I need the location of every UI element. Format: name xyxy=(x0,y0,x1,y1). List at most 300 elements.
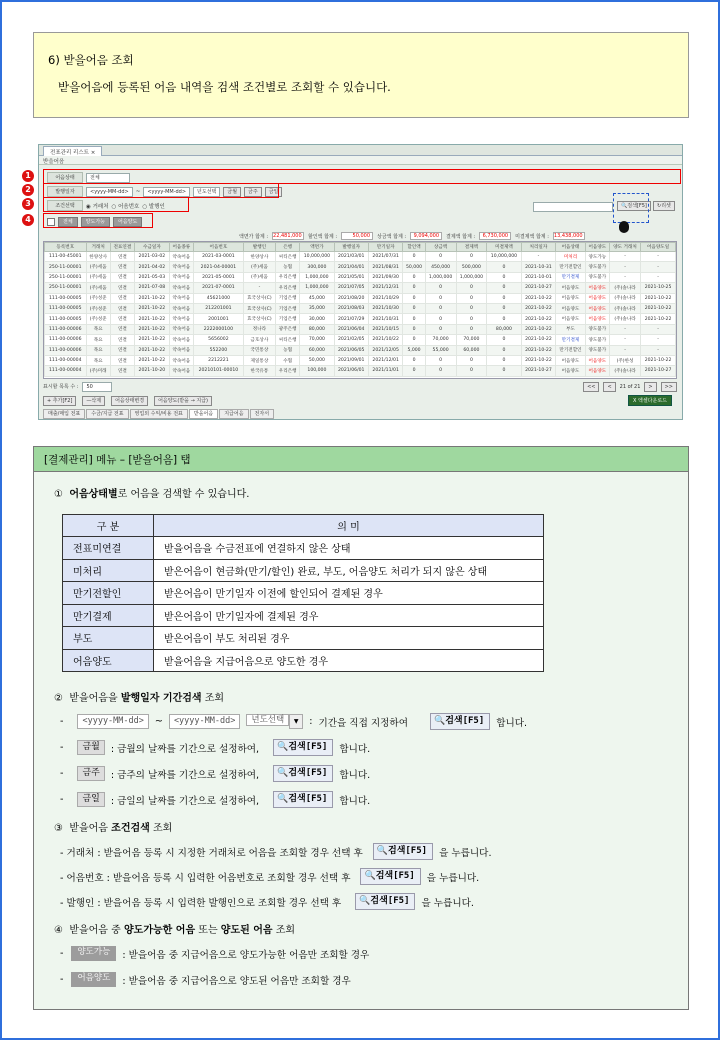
grid-cell: 2021/10/29 xyxy=(368,293,402,303)
grid-cell: (주)솔나라 xyxy=(609,303,640,313)
search-highlight xyxy=(613,193,649,223)
next-page-button[interactable]: > xyxy=(644,382,656,392)
grid-cell: 연결 xyxy=(110,366,134,376)
search-icon: 🔍 xyxy=(621,203,628,209)
transferred-row xyxy=(60,972,351,987)
condition-input[interactable] xyxy=(533,202,613,212)
grid-cell: 2021/05/01 xyxy=(334,272,368,282)
sum-row xyxy=(239,232,585,240)
reset-button[interactable] xyxy=(653,201,675,211)
grid-cell: 5,000 xyxy=(403,345,425,355)
grid-cell: 5656002 xyxy=(193,335,243,345)
grid-column-header[interactable]: 양도 거래처 xyxy=(609,243,640,252)
grid-column-header[interactable]: 미결제액 xyxy=(487,243,521,252)
grid-cell: 2021-10-27 xyxy=(641,366,676,376)
period-direct-row xyxy=(60,713,527,730)
last-page-button[interactable]: >> xyxy=(661,382,677,392)
grid-cell: 양도불가 xyxy=(585,262,609,272)
sum-value-2: 9,094,000 xyxy=(410,232,442,240)
week-button[interactable]: 금주 xyxy=(244,187,262,197)
table-row[interactable] xyxy=(45,303,676,313)
grid-column-header[interactable]: 전표연결 xyxy=(110,243,134,252)
excel-download-label: 엑셀다운로드 xyxy=(638,398,667,404)
grid-cell: 어음양도 xyxy=(556,293,585,303)
note-title: 6) 받을어음 조회 xyxy=(48,53,134,67)
grid-cell: 2021-10-22 xyxy=(521,314,556,324)
grid-cell: 2021-10-22 xyxy=(135,355,170,365)
grid-cell: 2021/03/01 xyxy=(334,252,368,262)
grid-cell: - xyxy=(609,324,640,334)
grid-column-header[interactable]: 어음번호 xyxy=(193,243,243,252)
grid-cell: (주)솔나라 xyxy=(609,314,640,324)
grid-cell: 약속어음 xyxy=(169,335,193,345)
grid-column-header[interactable]: 결제액 xyxy=(456,243,487,252)
mouse-pointer-icon xyxy=(619,221,629,233)
grid-cell: 0 xyxy=(456,314,487,324)
s3-a: 받을어음 xyxy=(69,823,112,834)
grid-cell: 연결 xyxy=(110,324,134,334)
section-3-title xyxy=(54,819,172,834)
grid-cell: (주)세움 xyxy=(243,272,275,282)
filter-transferable-button[interactable]: 양도가능 xyxy=(81,217,110,227)
panel-search-button xyxy=(273,791,333,808)
grid-cell: 0 xyxy=(425,293,456,303)
grid-cell: 한양상사 xyxy=(243,252,275,262)
first-page-button[interactable]: << xyxy=(583,382,599,392)
section-1-title xyxy=(54,485,249,500)
search-icon: 🔍 xyxy=(277,794,289,804)
grid-column-header[interactable]: 어음상태 xyxy=(556,243,585,252)
search-icon: 🔍 xyxy=(277,742,289,752)
c3-text: - 발행인 : 받을어음 등록 시 입력한 발행인으로 조회할 경우 선택 후 xyxy=(60,897,342,909)
grid-column-header[interactable]: 어음종류 xyxy=(169,243,193,252)
grid-cell: 약속어음 xyxy=(169,283,193,293)
cond-billno-row xyxy=(60,868,479,885)
cond-label: 조건선택 xyxy=(47,200,83,211)
filter-transferred-button[interactable]: 어음양도 xyxy=(113,217,142,227)
s2-a: 받을어음을 xyxy=(69,693,121,704)
bottom-tab-5[interactable]: 전자서 xyxy=(250,409,275,419)
grid-cell: 연결 xyxy=(110,293,134,303)
grid-cell: 씨티은행 xyxy=(276,335,300,345)
excel-download-button[interactable] xyxy=(628,395,672,406)
dash: - xyxy=(60,716,64,727)
grid-cell: 연결 xyxy=(110,303,134,313)
press-text: 을 누릅니다. xyxy=(439,847,492,859)
radio-bill-no[interactable]: ○ 어음번호 xyxy=(111,203,140,210)
grid-cell: - xyxy=(641,272,676,282)
status-key: 만기전할인 xyxy=(63,582,154,605)
grid-cell: 0 xyxy=(403,252,425,262)
dash: - xyxy=(60,742,64,753)
issue-label: 발행일자 xyxy=(47,186,83,197)
grid-cell: 2021-10-22 xyxy=(641,293,676,303)
grid-cell: 0 xyxy=(487,335,521,345)
grid-cell: 우리은행 xyxy=(276,283,300,293)
do-text: 합니다. xyxy=(339,795,371,807)
table-row xyxy=(63,559,544,582)
week-text: : 금주의 날짜를 기간으로 설정하여, xyxy=(110,769,260,781)
grid-cell: 250-11-00001 xyxy=(45,283,87,293)
grid-cell: 212201001 xyxy=(193,303,243,313)
sum-value-4: 13,438,000 xyxy=(553,232,585,240)
today-button[interactable]: 금일 xyxy=(265,187,283,197)
grid-cell: 500,000 xyxy=(456,262,487,272)
bottom-tab-2[interactable]: 영업외 수익/비용 전표 xyxy=(130,409,188,419)
th-val: 의 미 xyxy=(154,515,544,537)
grid-cell: 2021/02/05 xyxy=(334,335,368,345)
grid-cell: 2021-10-01 xyxy=(521,272,556,282)
dropdown-arrow-icon: ▼ xyxy=(289,714,303,729)
grid-cell: 2021/12/05 xyxy=(368,345,402,355)
delete-button[interactable]: —삭제 xyxy=(82,396,105,406)
date-from-input[interactable]: <yyyy-MM-dd> xyxy=(86,187,133,197)
note-desc: 받을어음에 등록된 어음 내역을 검색 조건별로 조회할 수 있습니다. xyxy=(58,79,391,94)
s4-bold-1: 양도가능한 어음 xyxy=(124,925,196,936)
sum-label-0: 액면가 합계 : xyxy=(239,233,269,240)
grid-cell: - xyxy=(609,335,640,345)
grid-column-header[interactable]: 발행인 xyxy=(243,243,275,252)
status-change-button[interactable]: 어음상태변경 xyxy=(111,396,148,406)
grid-cell: - xyxy=(641,262,676,272)
bottom-tabs xyxy=(43,409,274,419)
radio-customer-label: 거래처 xyxy=(92,203,109,210)
grid-cell: - xyxy=(609,252,640,262)
grid-column-header[interactable]: 처리일자 xyxy=(521,243,556,252)
s3-num: ③ xyxy=(54,823,63,834)
grid-cell: 2021/11/01 xyxy=(368,366,402,376)
status-meaning: 받은어음이 부도 처리된 경우 xyxy=(154,627,544,650)
date-sep: ~ xyxy=(135,188,141,195)
grid-cell: 2021-10-22 xyxy=(135,324,170,334)
grid-cell: 20210101-00010 xyxy=(193,366,243,376)
table-row[interactable] xyxy=(45,262,676,272)
panel-date-from: <yyyy-MM-dd> xyxy=(77,714,148,729)
grid-cell: 2021/08/03 xyxy=(334,303,368,313)
dash: - xyxy=(60,794,64,805)
panel-transferable-button: 양도가능 xyxy=(71,946,116,961)
grid-cell: 2021-10-20 xyxy=(135,366,170,376)
panel-search-button xyxy=(430,713,490,730)
grid-cell: 111-00-00006 xyxy=(45,345,87,355)
description-panel xyxy=(33,446,689,1010)
cond-issuer-row xyxy=(60,893,474,910)
grid-cell: 2001001 xyxy=(193,314,243,324)
grid-body xyxy=(45,252,676,377)
table-row xyxy=(63,649,544,672)
status-key: 전표미연결 xyxy=(63,537,154,560)
grid-cell: 70,000 xyxy=(456,335,487,345)
panel-date-to: <yyyy-MM-dd> xyxy=(169,714,240,729)
t1-text: : 받을어음 중 지급어음으로 양도가능한 어음만 조회할 경우 xyxy=(122,949,370,961)
table-row[interactable] xyxy=(45,293,676,303)
grid-cell: 111-00-00005 xyxy=(45,303,87,313)
grid-cell: 2021/10/22 xyxy=(368,335,402,345)
month-button[interactable]: 금월 xyxy=(223,187,241,197)
grid-cell: 2021-10-22 xyxy=(521,335,556,345)
grid-cell: 250-11-00001 xyxy=(45,272,87,282)
grid-cell: 0 xyxy=(456,303,487,313)
grid-cell: 약속어음 xyxy=(169,272,193,282)
screen-tab[interactable]: 전표관리 리스트 × xyxy=(43,146,102,156)
filter-all-button[interactable]: 전체 xyxy=(58,217,78,227)
section-2-title xyxy=(54,689,224,704)
grid-cell: 연결 xyxy=(110,262,134,272)
panel-search-label: 검색[F5] xyxy=(445,716,485,726)
table-row[interactable] xyxy=(45,283,676,293)
grid-cell: 약속어음 xyxy=(169,314,193,324)
grid-cell: 2021-10-25 xyxy=(641,283,676,293)
grid-cell: 0 xyxy=(456,366,487,376)
grid-cell: 약속어음 xyxy=(169,366,193,376)
grid-cell: - xyxy=(641,324,676,334)
grid-cell: 2021-10-27 xyxy=(521,366,556,376)
grid-cell: 30,000 xyxy=(300,314,334,324)
grid-cell: 어음양도 xyxy=(585,283,609,293)
page-size-select[interactable]: 50 xyxy=(82,382,112,392)
grid-column-header[interactable]: 상금액 xyxy=(425,243,456,252)
grid-column-header[interactable]: 발행일자 xyxy=(334,243,368,252)
highlight-box-4 xyxy=(43,213,153,228)
grid-cell: 양도가능 xyxy=(585,252,609,262)
s1-rest: 로 어음을 검색할 수 있습니다. xyxy=(117,489,250,500)
grid-cell: (주)성준 xyxy=(86,303,110,313)
table-row[interactable] xyxy=(45,355,676,365)
transfer-button[interactable]: 어음양도(받을 → 지급) xyxy=(154,396,212,406)
search-icon: 🔍 xyxy=(277,768,289,778)
marker-2: 2 xyxy=(22,184,34,196)
grid-column-header[interactable]: 만기일자 xyxy=(368,243,402,252)
grid-column-header[interactable]: 등록번호 xyxy=(45,243,87,252)
grid-cell: 2021/10/31 xyxy=(368,314,402,324)
grid-cell: 0 xyxy=(456,324,487,334)
grid-cell: 약속어음 xyxy=(169,324,193,334)
grid-cell: 2021/09/01 xyxy=(334,355,368,365)
grid-cell: 2021-10-22 xyxy=(135,335,170,345)
grid-cell: 약속어음 xyxy=(169,345,193,355)
grid-column-header[interactable]: 할인액 xyxy=(403,243,425,252)
panel-search-button xyxy=(273,765,333,782)
s1-num: ① xyxy=(54,489,63,500)
grid-cell: 0 xyxy=(487,293,521,303)
grid-cell: 0 xyxy=(456,293,487,303)
table-row[interactable] xyxy=(45,252,676,262)
table-row[interactable] xyxy=(45,272,676,282)
grid-cell: 60,000 xyxy=(300,345,334,355)
grid-column-header[interactable]: 액면가 xyxy=(300,243,334,252)
c1-text: - 거래처 : 받을어음 등록 시 지정한 거래처로 어음을 조회할 경우 선택 후 xyxy=(60,847,363,859)
grid-cell: 10,000,000 xyxy=(487,252,521,262)
grid-cell: 50,000 xyxy=(300,355,334,365)
grid-column-header[interactable]: 수금일자 xyxy=(135,243,170,252)
grid-cell: 2021/12/31 xyxy=(368,283,402,293)
press-text: 을 누릅니다. xyxy=(421,897,474,909)
grid-cell: 약속어음 xyxy=(169,355,193,365)
grid-cell: 111-00-00005 xyxy=(45,314,87,324)
status-select[interactable]: 전체 xyxy=(86,173,130,183)
grid-cell: 한양상사 xyxy=(86,252,110,262)
grid-cell: 2222000100 xyxy=(193,324,243,334)
marker-4: 4 xyxy=(22,214,34,226)
status-key: 만기결제 xyxy=(63,604,154,627)
do-text: 합니다. xyxy=(339,743,371,755)
grid-cell: 100,000 xyxy=(300,366,334,376)
transferable-row xyxy=(60,946,369,961)
grid-cell: 0 xyxy=(456,283,487,293)
do-text: 합니다. xyxy=(339,769,371,781)
dash: - xyxy=(60,974,64,985)
grid-cell: 씨티은행 xyxy=(276,252,300,262)
grid-cell: - xyxy=(641,345,676,355)
grid-cell: 금호상사 xyxy=(243,335,275,345)
grid-column-header[interactable]: 어음양도일 xyxy=(641,243,676,252)
intro-note xyxy=(33,32,689,118)
c2-text: - 어음번호 : 받을어음 등록 시 입력한 어음번호로 조회할 경우 선택 후 xyxy=(60,872,351,884)
grid-cell: 0 xyxy=(425,366,456,376)
grid-cell: 70,000 xyxy=(300,335,334,345)
app-screenshot xyxy=(38,144,683,420)
grid-cell: 45621000 xyxy=(193,293,243,303)
grid-cell: - xyxy=(609,272,640,282)
grid-column-header[interactable]: 거래처 xyxy=(86,243,110,252)
highlight-box-2 xyxy=(43,183,279,198)
grid-cell: 2021/12/01 xyxy=(368,355,402,365)
grid-cell: 약속어음 xyxy=(169,293,193,303)
grid-cell: (주)솔나라 xyxy=(609,293,640,303)
grid-cell: 약속어음 xyxy=(169,303,193,313)
grid-cell: 2021-10-22 xyxy=(641,355,676,365)
action-bar xyxy=(43,395,677,407)
grid-cell: 0 xyxy=(425,303,456,313)
grid-cell: (주)세움 xyxy=(243,262,275,272)
grid-cell: 어음양도 xyxy=(585,355,609,365)
s3-c: 조회 xyxy=(149,823,173,834)
grid-cell: 2021-10-22 xyxy=(135,293,170,303)
grid-cell: 만기전할인 xyxy=(556,345,585,355)
grid-cell: (주)세움 xyxy=(86,272,110,282)
grid-cell: 2021/09/30 xyxy=(368,272,402,282)
grid-cell: 1,000,000 xyxy=(456,272,487,282)
grid-cell: 양도불가 xyxy=(585,324,609,334)
status-label: 어음상태 xyxy=(47,172,83,183)
add-button[interactable]: + 추가[F2] xyxy=(43,396,76,406)
status-meaning: 받은어음이 만기일자 이전에 할인되어 결제된 경우 xyxy=(154,582,544,605)
s4-num: ④ xyxy=(54,925,63,936)
bill-table xyxy=(44,242,676,377)
bottom-tab-1[interactable]: 수금/지급 전표 xyxy=(86,409,128,419)
table-row[interactable] xyxy=(45,345,676,355)
radio-issuer[interactable]: ○ 발행인 xyxy=(142,203,165,210)
grid-cell: 농협 xyxy=(276,345,300,355)
grid-cell: 0 xyxy=(425,355,456,365)
table-row[interactable] xyxy=(45,324,676,334)
bottom-tab-4[interactable]: 지급어음 xyxy=(219,409,248,419)
grid-cell: 양도불가 xyxy=(585,345,609,355)
dash: - xyxy=(60,768,64,779)
grid-cell: 450,000 xyxy=(425,262,456,272)
grid-cell: 우리은행 xyxy=(276,272,300,282)
grid-cell: 목요 xyxy=(86,335,110,345)
grid-cell: 0 xyxy=(403,335,425,345)
grid-cell: (주)세움 xyxy=(86,283,110,293)
grid-cell: 0 xyxy=(403,303,425,313)
table-row xyxy=(63,537,544,560)
grid-cell: 한국유통 xyxy=(243,366,275,376)
s2-num: ② xyxy=(54,693,63,704)
grid-cell: (주)솔나라 xyxy=(609,283,640,293)
grid-cell: 35,000 xyxy=(300,303,334,313)
date-to-input[interactable]: <yyyy-MM-dd> xyxy=(143,187,190,197)
grid-cell: 111-00-00006 xyxy=(45,324,87,334)
s4-bold-2: 양도된 어음 xyxy=(220,925,273,936)
prev-page-button[interactable]: < xyxy=(603,382,615,392)
marker-3: 3 xyxy=(22,198,34,210)
status-meaning: 받을어음을 수금전표에 연결하지 않은 상태 xyxy=(154,537,544,560)
cond-customer-row xyxy=(60,843,492,860)
grid-cell: 2021-10-22 xyxy=(135,314,170,324)
grid-cell: 0 xyxy=(487,314,521,324)
dash: - xyxy=(60,948,64,959)
grid-cell: 0 xyxy=(403,272,425,282)
grid-cell: 0 xyxy=(487,303,521,313)
s4-c: 조회 xyxy=(272,925,296,936)
grid-cell: 국민통상 xyxy=(243,345,275,355)
grid-cell: 광주은행 xyxy=(276,324,300,334)
status-meaning-table xyxy=(62,514,544,672)
table-row[interactable] xyxy=(45,335,676,345)
grid-cell: 0 xyxy=(487,355,521,365)
table-row[interactable] xyxy=(45,314,676,324)
month-text: : 금월의 날짜를 기간으로 설정하여, xyxy=(110,743,260,755)
panel-transferred-button: 어음양도 xyxy=(71,972,116,987)
grid-column-header[interactable]: 은행 xyxy=(276,243,300,252)
bottom-tab-0[interactable]: 매출/매입 전표 xyxy=(43,409,85,419)
grid-cell: 2021-10-22 xyxy=(641,314,676,324)
highlight-box-1 xyxy=(43,169,681,184)
panel-search-button xyxy=(355,893,415,910)
colon: : xyxy=(309,716,313,727)
table-row[interactable] xyxy=(45,366,676,376)
grid-cell: - xyxy=(641,252,676,262)
grid-cell: 2021/10/15 xyxy=(368,324,402,334)
grid-cell: 어음양도 xyxy=(585,314,609,324)
grid-column-header[interactable]: 어음양도 xyxy=(585,243,609,252)
grid-cell: 0 xyxy=(487,272,521,282)
grid-cell: 연결 xyxy=(110,335,134,345)
search-icon: 🔍 xyxy=(359,896,371,906)
year-select[interactable]: 년도선택 xyxy=(193,187,220,197)
grid-cell: 111-00-00006 xyxy=(45,335,87,345)
radio-customer[interactable]: ◉ 거래처 xyxy=(86,203,109,210)
grid-cell: 2021-04-00001 xyxy=(193,262,243,272)
grid-cell: 2021-03-02 xyxy=(135,252,170,262)
grid-cell: 2021-10-22 xyxy=(521,345,556,355)
grid-cell: 수협 xyxy=(276,355,300,365)
reset-button-label: 리셋 xyxy=(661,203,671,209)
do-text: 합니다. xyxy=(496,717,528,729)
bottom-tab-3[interactable]: 받을어음 xyxy=(189,409,218,419)
grid-cell: 어음양도 xyxy=(585,303,609,313)
grid-cell: (주)성준 xyxy=(86,314,110,324)
sum-label-2: 상금액 합계 : xyxy=(377,233,407,240)
grid-cell: 2021/08/20 xyxy=(334,293,368,303)
grid-cell: 2021/06/05 xyxy=(334,345,368,355)
grid-cell: 어음양도 xyxy=(585,366,609,376)
grid-cell: 연결 xyxy=(110,252,134,262)
grid-cell: 2021-04-02 xyxy=(135,262,170,272)
search-icon: 🔍 xyxy=(376,846,388,856)
grid-cell: 2021-10-22 xyxy=(521,355,556,365)
